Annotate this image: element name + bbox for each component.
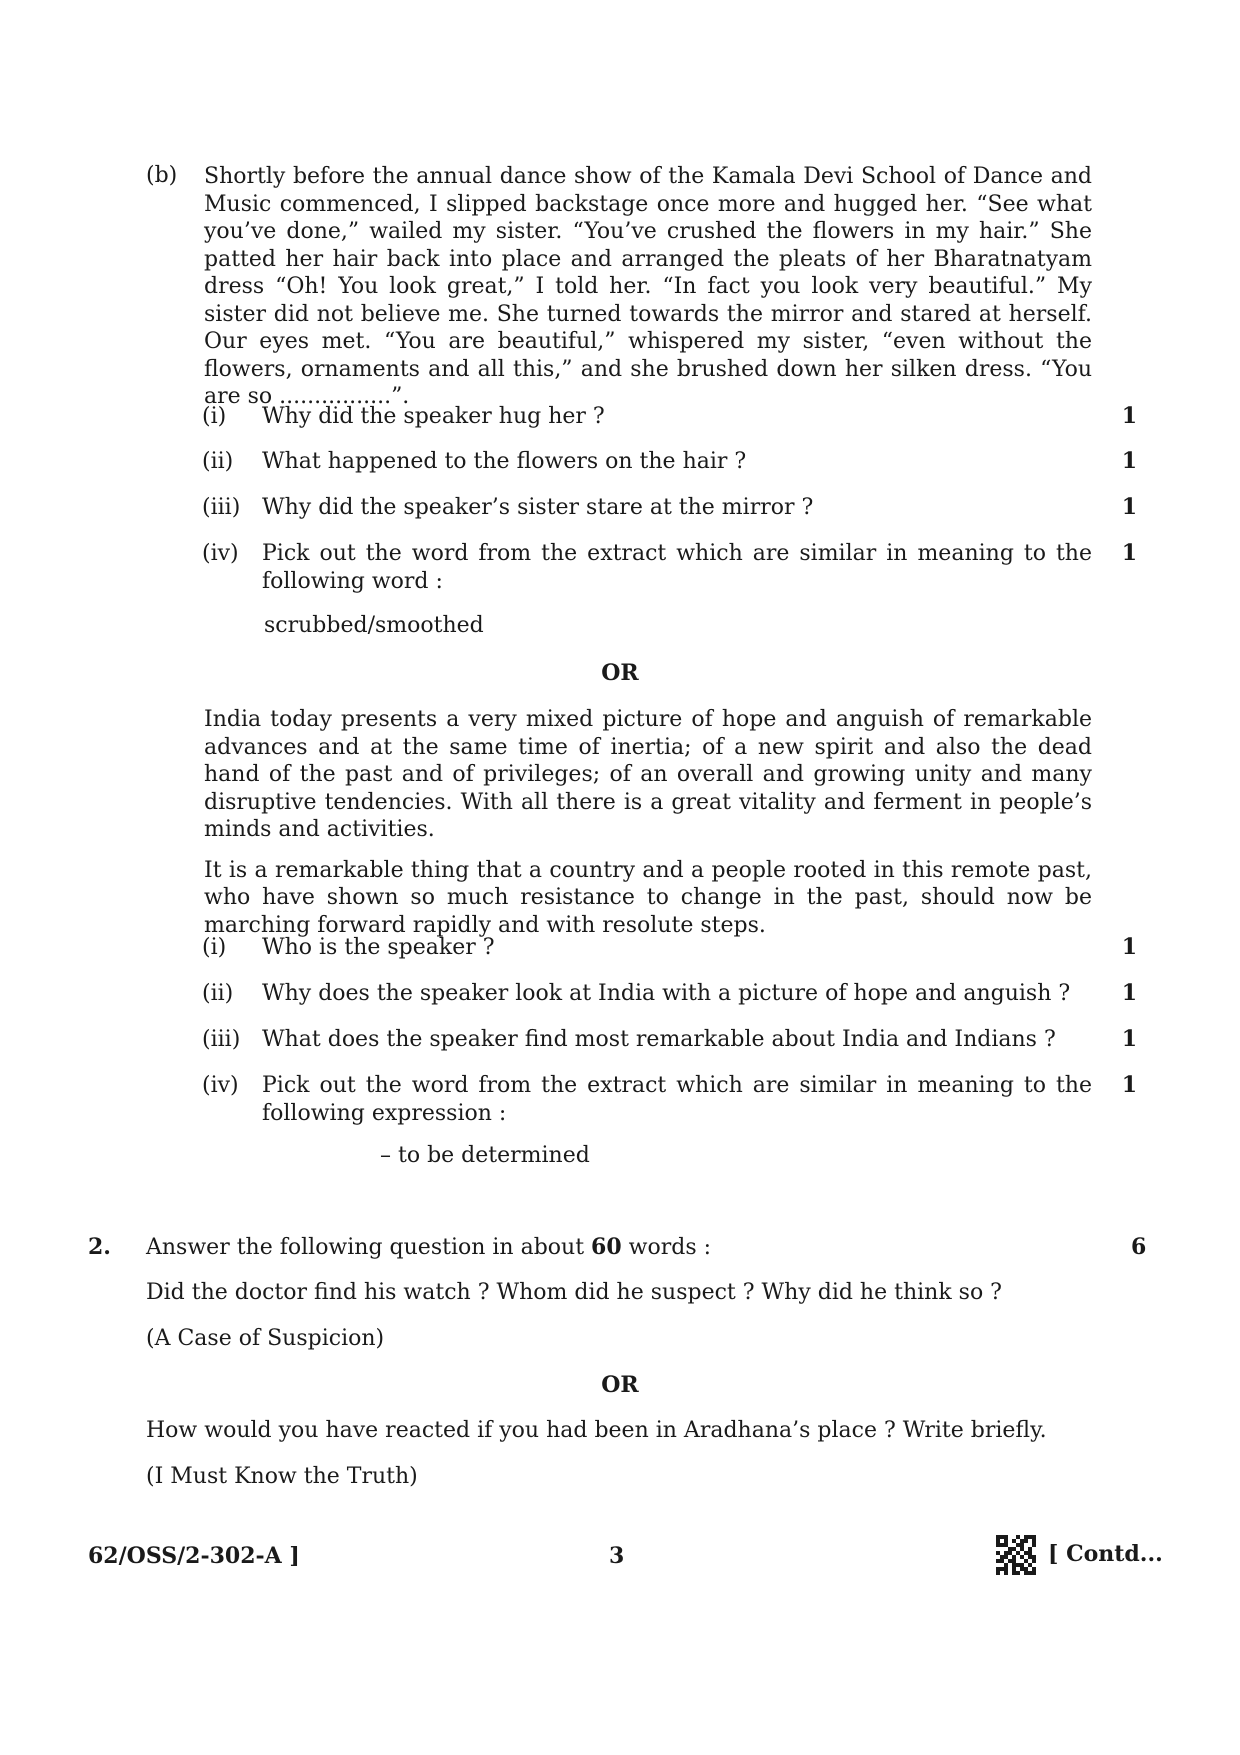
target-word: scrubbed/smoothed: [264, 613, 484, 638]
question-marks: 1: [1121, 1026, 1137, 1052]
qr-code-icon: [996, 1535, 1036, 1575]
passage-b-label: [146, 163, 177, 188]
question-number: (i): [202, 404, 227, 429]
question-number: (ii): [202, 981, 234, 1006]
question-2-number: 2.: [88, 1234, 111, 1260]
passage-alt-para-2: It is a remarkable thing that a country and a people rooted in this remote past, who have shown so much resistance to change in the past, should now be marching forward rapidly and with resolute steps.: [204, 857, 1092, 938]
or-divider-2: OR: [601, 1372, 639, 1398]
question-marks: 1: [1121, 448, 1137, 474]
or-divider: OR: [601, 660, 639, 686]
question-2-alt-source: (I Must Know the Truth): [146, 1464, 418, 1489]
question-marks: 1: [1121, 494, 1137, 520]
question-2-alt-text: How would you have reacted if you had been in Aradhana’s place ? Write briefly.: [146, 1418, 1047, 1443]
question-text: Pick out the word from the extract which are similar in meaning to the following word :: [262, 541, 1092, 594]
question-text: Who is the speaker ?: [262, 935, 495, 960]
question-number: (ii): [202, 449, 234, 474]
passage-b: [204, 163, 1092, 411]
question-marks: 1: [1121, 403, 1137, 429]
question-text: Why did the speaker hug her ?: [262, 404, 605, 429]
question-number: (iv): [202, 1073, 239, 1098]
passage-alt: [204, 706, 1092, 939]
question-marks: 1: [1121, 1072, 1137, 1098]
prompt-text-end: words :: [621, 1235, 712, 1260]
question-2-source: (A Case of Suspicion): [146, 1326, 385, 1351]
question-text: What does the speaker find most remarkable about India and Indians ?: [262, 1027, 1056, 1052]
question-number: (iii): [202, 495, 241, 520]
question-marks: 1: [1121, 980, 1137, 1006]
word-count: 60: [591, 1234, 622, 1260]
paper-code: 62/OSS/2-302-A ]: [88, 1543, 300, 1569]
question-2-prompt: [146, 1234, 711, 1260]
question-text: Why does the speaker look at India with a picture of hope and anguish ?: [262, 981, 1071, 1006]
question-number: (i): [202, 935, 227, 960]
prompt-text: Answer the following question in about: [146, 1235, 592, 1260]
contd-label: [ Contd...: [1048, 1541, 1163, 1567]
passage-alt-para-1: India today presents a very mixed picture of hope and anguish of remarkable advances and at the same time of inertia; of a new spirit and also the dead hand of the past and of privileges; of an overall and growing unity and many disruptive tendencies. With all there is a great vitality and ferment in people’s minds and activities.: [204, 707, 1092, 842]
question-2-marks: 6: [1131, 1234, 1147, 1260]
question-number: (iv): [202, 541, 239, 566]
question-number: (iii): [202, 1027, 241, 1052]
question-2-text: Did the doctor find his watch ? Whom did he suspect ? Why did he think so ?: [146, 1280, 1002, 1305]
passage-b-text: Shortly before the annual dance show of the Kamala Devi School of Dance and Music commenced, I slipped backstage once more and hugged her. “See what you’ve done,” wailed my sister. “You’ve crushed the flowers in my hair.” She patted her hair back into place and arranged the pleats of her Bharatnatyam dress “Oh! You look great,” I told her. “In fact you look very beautiful.” My sister did not believe me. She turned towards the mirror and stared at herself. Our eyes met. “You are beautiful,” whispered my sister, “even without the flowers, ornaments and all this,” and she brushed down her silken dress. “You are so ................”.: [204, 164, 1092, 409]
target-expression: – to be determined: [380, 1143, 590, 1168]
question-text: Pick out the word from the extract which are similar in meaning to the following expression :: [262, 1073, 1092, 1126]
question-marks: 1: [1121, 934, 1137, 960]
question-text: What happened to the flowers on the hair ?: [262, 449, 747, 474]
question-text: Why did the speaker’s sister stare at the mirror ?: [262, 495, 814, 520]
label-text: (b): [146, 163, 178, 188]
page-number: 3: [609, 1543, 625, 1569]
question-marks: 1: [1121, 540, 1137, 566]
